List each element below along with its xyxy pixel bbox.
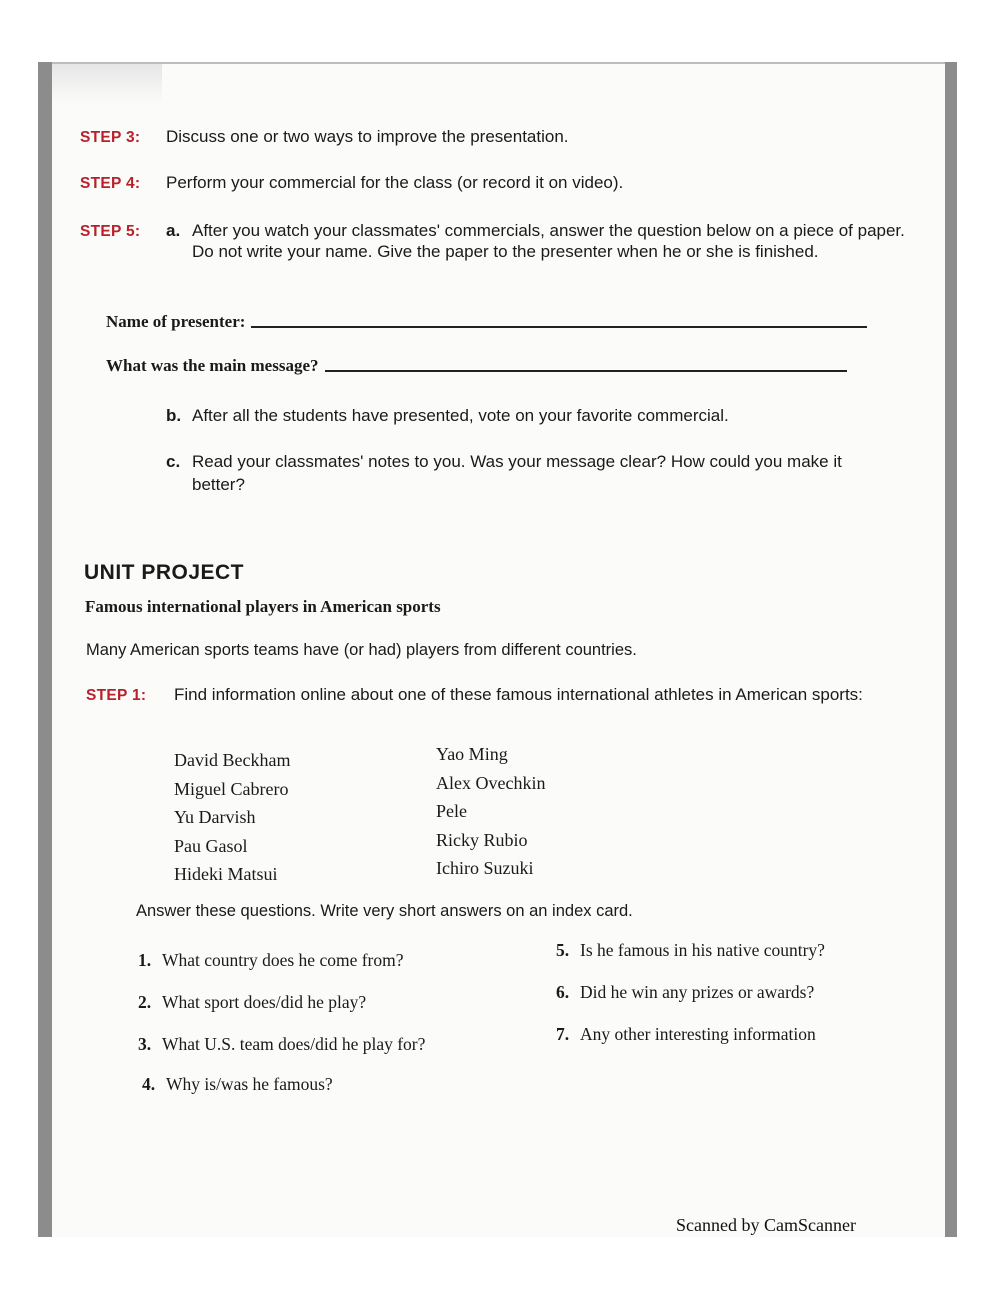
part-letter: c.: [166, 452, 181, 471]
question-text: Any other interesting information: [580, 1024, 816, 1044]
answer-instructions: Answer these questions. Write very short answers on an index card.: [136, 902, 633, 920]
answer-line[interactable]: [251, 324, 867, 328]
question-text: What sport does/did he play?: [162, 992, 367, 1012]
step-label: STEP 4:: [80, 175, 141, 192]
athlete-name: Alex Ovechkin: [436, 772, 546, 793]
question-number: 3.: [138, 1034, 152, 1054]
athlete-name: David Beckham: [174, 750, 291, 770]
unit-project-subtitle: Famous international players in American sports: [85, 597, 441, 616]
question-item: [556, 940, 825, 961]
step-text: Discuss one or two ways to improve the presentation.: [166, 127, 569, 146]
question-item: [138, 992, 366, 1013]
scanner-watermark: Scanned by CamScanner: [676, 1215, 856, 1235]
step-4: [80, 172, 623, 195]
step-3: [80, 126, 569, 149]
step-label: STEP 5:: [80, 223, 141, 240]
scan-shadow: [52, 64, 162, 104]
main-message-field[interactable]: [106, 356, 847, 376]
athlete-name: Pau Gasol: [174, 835, 248, 856]
question-text: Is he famous in his native country?: [580, 940, 825, 960]
page-frame-left: [38, 62, 52, 1237]
field-label: What was the main message?: [106, 356, 319, 375]
athlete-list-col2: [436, 740, 545, 883]
athlete-name: Ricky Rubio: [436, 829, 528, 850]
question-item: [556, 982, 814, 1003]
scanned-page: [52, 64, 945, 1237]
athlete-name: Hideki Matsui: [174, 864, 278, 884]
step-5b: [166, 404, 926, 427]
question-item: [138, 1034, 425, 1055]
part-letter: b.: [166, 406, 182, 425]
question-number: 4.: [142, 1074, 156, 1094]
athlete-name: Miguel Cabrero: [174, 778, 289, 799]
answer-line[interactable]: [325, 368, 847, 372]
athlete-name: Pele: [436, 801, 467, 821]
page-frame-right: [945, 62, 957, 1237]
athlete-name: Yu Darvish: [174, 807, 256, 827]
step-5: [80, 220, 166, 243]
question-text: Why is/was he famous?: [166, 1074, 333, 1094]
question-item: [556, 1024, 816, 1045]
part-text: After you watch your classmates' commercials, answer the question below on a piece of paper. Do not write your name. Give the paper to the presenter when he or she is finished.: [192, 221, 905, 261]
question-number: 5.: [556, 940, 570, 960]
question-number: 7.: [556, 1024, 570, 1044]
step-text: Find information online about one of these famous international athletes in American sports:: [174, 685, 863, 704]
question-text: What U.S. team does/did he play for?: [162, 1034, 426, 1054]
part-letter: a.: [166, 221, 181, 240]
presenter-name-field[interactable]: [106, 312, 867, 332]
step-5a: [166, 220, 916, 262]
step-5c: [166, 450, 866, 496]
question-text: What country does he come from?: [162, 950, 404, 970]
question-number: 1.: [138, 950, 152, 970]
athlete-name: Ichiro Suzuki: [436, 858, 534, 878]
athlete-list-col1: [174, 746, 290, 889]
unit-project-title: UNIT PROJECT: [84, 561, 245, 584]
question-item: [142, 1074, 333, 1095]
field-label: Name of presenter:: [106, 312, 246, 331]
question-number: 6.: [556, 982, 570, 1002]
step-label: STEP 1:: [86, 687, 147, 704]
athlete-name: Yao Ming: [436, 744, 508, 764]
part-text: Read your classmates' notes to you. Was your message clear? How could you make it better?: [192, 452, 842, 494]
step-1: [86, 682, 886, 709]
question-number: 2.: [138, 992, 152, 1012]
question-item: [138, 950, 404, 971]
question-text: Did he win any prizes or awards?: [580, 982, 815, 1002]
step-text: Perform your commercial for the class (or record it on video).: [166, 173, 624, 192]
step-label: STEP 3:: [80, 129, 141, 146]
unit-project-intro: Many American sports teams have (or had) players from different countries.: [86, 641, 637, 659]
part-text: After all the students have presented, vote on your favorite commercial.: [192, 406, 729, 425]
